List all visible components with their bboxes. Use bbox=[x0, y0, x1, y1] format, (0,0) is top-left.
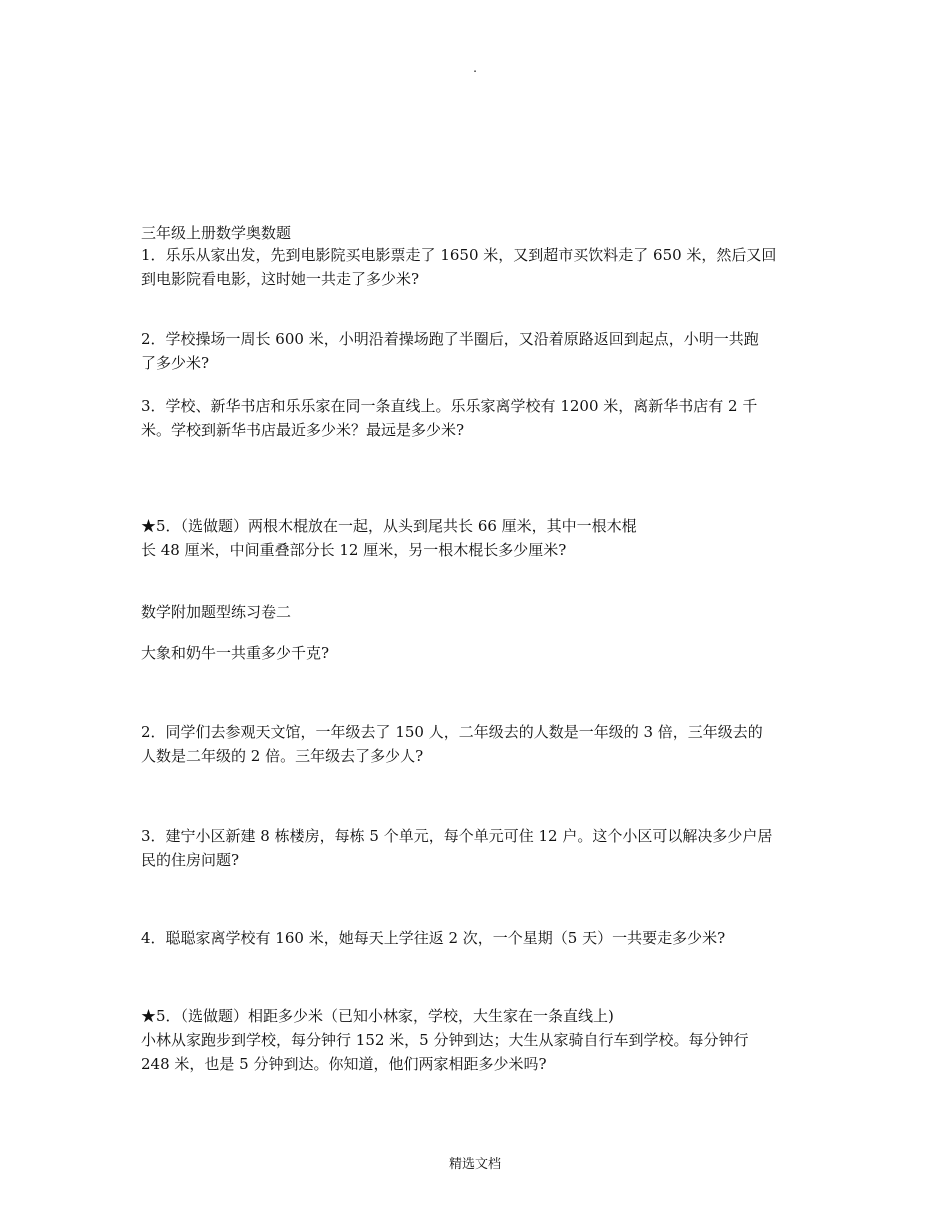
question-2-line-1: 2．学校操场一周长 600 米，小明沿着操场跑了半圈后，又沿着原路返回到起点，小明一共跑 bbox=[141, 330, 759, 348]
question-1-line-2: 到电影院看电影，这时她一共走了多少米? bbox=[141, 270, 420, 288]
header-mark: . bbox=[473, 61, 477, 75]
section-2-question-4: 4．聪聪家离学校有 160 米，她每天上学往返 2 次，一个星期（5 天）一共要走多少米? bbox=[141, 929, 726, 947]
footer-label: 精选文档 bbox=[448, 1157, 501, 1172]
section-2-question-5-line-1: ★5．（选做题）相距多少米（已知小林家，学校，大生家在一条直线上) bbox=[141, 1007, 614, 1025]
section-2-question-1: 大象和奶牛一共重多少千克? bbox=[141, 644, 330, 662]
question-3-line-1: 3．学校、新华书店和乐乐家在同一条直线上。乐乐家离学校有 1200 米，离新华书店有 2 千 bbox=[141, 397, 758, 415]
question-2-line-2: 了多少米? bbox=[141, 354, 210, 372]
section-2-question-2-line-2: 人数是二年级的 2 倍。三年级去了多少人? bbox=[141, 747, 424, 765]
section-2-question-5-line-3: 248 米，也是 5 分钟到达。你知道，他们两家相距多少米吗? bbox=[141, 1055, 547, 1073]
section-2-title: 数学附加题型练习卷二 bbox=[141, 603, 292, 621]
section-2-question-2-line-1: 2．同学们去参观天文馆，一年级去了 150 人，二年级去的人数是一年级的 3 倍，三年级去的 bbox=[141, 723, 763, 741]
question-3-line-2: 米。学校到新华书店最近多少米？最远是多少米? bbox=[141, 421, 465, 439]
question-5-line-2: 长 48 厘米，中间重叠部分长 12 厘米，另一根木棍长多少厘米? bbox=[141, 541, 567, 559]
question-1-line-1: 1．乐乐从家出发，先到电影院买电影票走了 1650 米，又到超市买饮料走了 650 米，然后又回 bbox=[141, 246, 777, 264]
section-2-question-3-line-2: 民的住房问题? bbox=[141, 851, 240, 869]
question-5-line-1: ★5．（选做题）两根木棍放在一起，从头到尾共长 66 厘米，其中一根木棍 bbox=[141, 517, 637, 535]
section-2-question-5-line-2: 小林从家跑步到学校，每分钟行 152 米，5 分钟到达；大生从家骑自行车到学校。每分钟行 bbox=[141, 1031, 749, 1049]
section-2-question-3-line-1: 3．建宁小区新建 8 栋楼房，每栋 5 个单元，每个单元可住 12 户。这个小区可以解决多少户居 bbox=[141, 827, 773, 845]
page-title: 三年级上册数学奥数题 bbox=[141, 224, 292, 242]
